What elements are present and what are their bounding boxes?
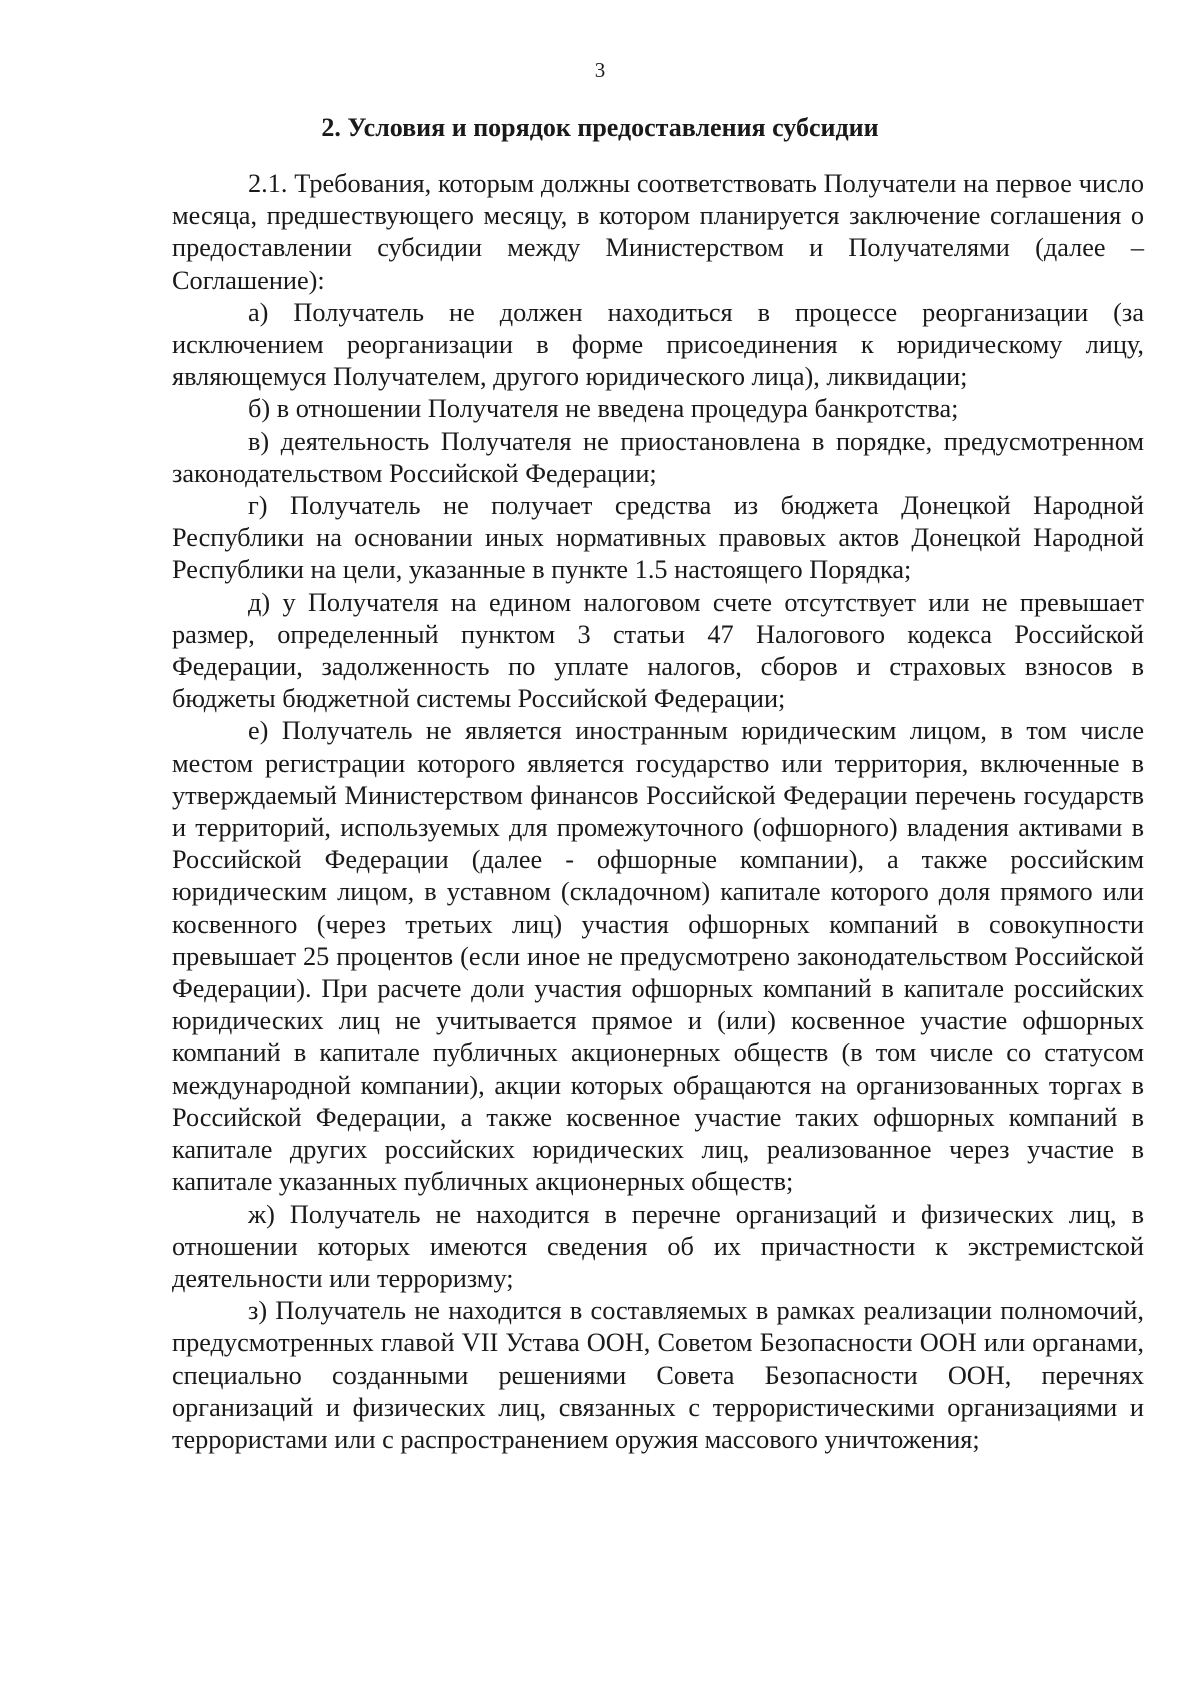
body-text [172,168,1144,1456]
paragraph-2-1: 2.1. Требования, которым должны соответствовать Получатели на первое число месяца, предшествующего месяцу, в котором планируется заключение соглашения о предоставлении субсидии между Министерством и Получателями (далее – Соглашение): [172,169,1144,295]
paragraph-e: е) Получатель не является иностранным юридическим лицом, в том числе местом регистрации которого является государство или территория, включенные в утверждаемый Министерством финансов Российской Федерации перечень государств и территорий, используемых для промежуточного (офшорного) владения активами в Российской Федерации (далее - офшорные компании), а также российским юридическим лицом, в уставном (складочном) капитале которого доля прямого или косвенного (через третьих лиц) участия офшорных компаний в совокупности превышает 25 процентов (если иное не предусмотрено законодательством Российской Федерации). При расчете доли участия офшорных компаний в капитале российских юридических лиц не учитывается прямое и (или) косвенное участие офшорных компаний в капитале публичных акционерных обществ (в том числе со статусом международной компании), акции которых обращаются на организованных торгах в Российской Федерации, а также косвенное участие таких офшорных компаний в капитале других российских юридических лиц, реализованное через участие в капитале указанных публичных акционерных обществ; [172,716,1144,1197]
page-number: 3 [594,58,606,82]
paragraph-z: з) Получатель не находится в составляемых в рамках реализации полномочий, предусмотренных главой VII Устава ООН, Советом Безопасности ООН или органами, специально созданными решениями Совета Безопасности ООН, перечнях организаций и физических лиц, связанных с террористическими организациями и террористами или с распространением оружия массового уничтожения; [172,1296,1144,1454]
paragraph-v: в) деятельность Получателя не приостановлена в порядке, предусмотренном законодательством Российской Федерации; [172,426,1144,488]
paragraph-g: г) Получатель не получает средства из бюджета Донецкой Народной Республики на основании иных нормативных правовых актов Донецкой Народной Республики на цели, указанные в пункте 1.5 настоящего Порядка; [172,491,1144,585]
paragraph-b: б) в отношении Получателя не введена процедура банкротства; [248,394,959,424]
paragraph-zh: ж) Получатель не находится в перечне организаций и физических лиц, в отношении которых имеются сведения об их причастности к экстремистской деятельности или терроризму; [172,1199,1144,1293]
paragraph-d: д) у Получателя на едином налоговом счете отсутствует или не превышает размер, определенный пунктом 3 статьи 47 Налогового кодекса Российской Федерации, задолженность по уплате налогов, сборов и страховых взносов в бюджеты бюджетной системы Российской Федерации; [172,587,1144,714]
paragraph-a: а) Получатель не должен находиться в процессе реорганизации (за исключением реорганизации в форме присоединения к юридическому лицу, являющемуся Получателем, другого юридического лица), ликвидации; [172,297,1144,392]
section-title: 2. Условия и порядок предоставления субсидии [321,113,879,142]
